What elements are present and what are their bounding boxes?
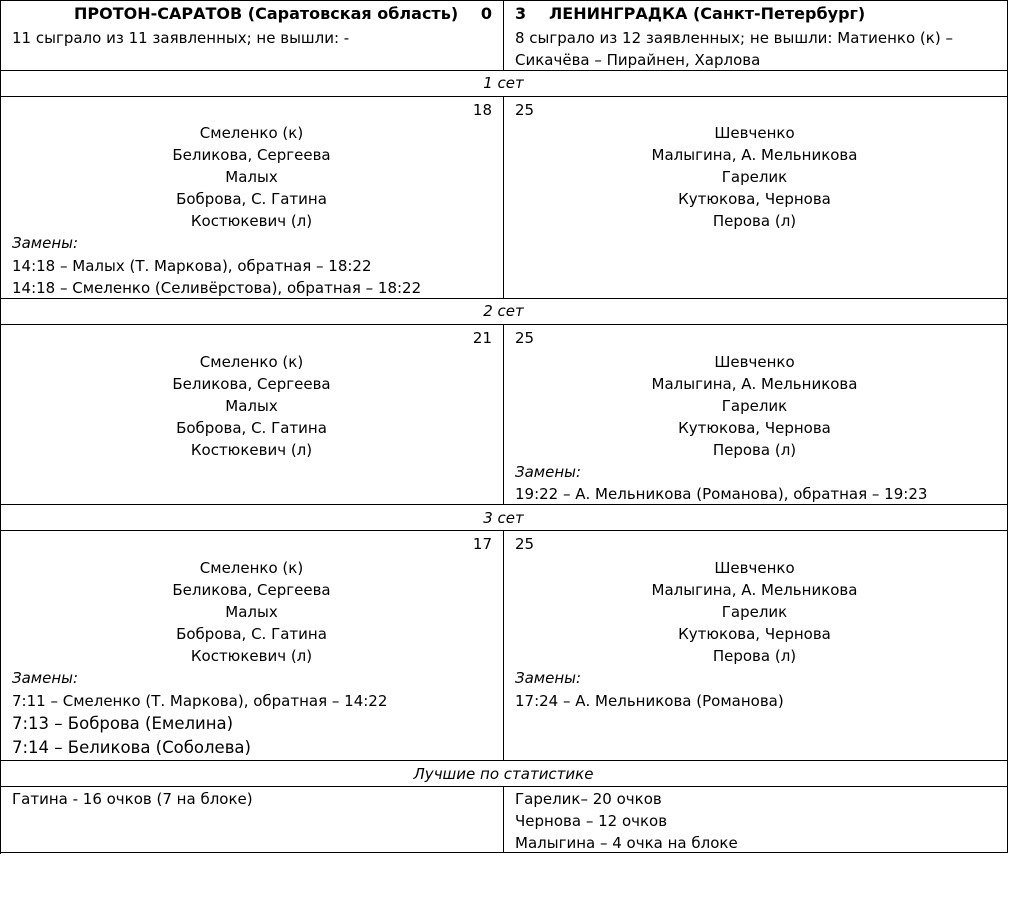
home-team-score: 0: [480, 4, 492, 23]
divider: [1, 324, 1008, 325]
home-team-roster-note: 11 сыграло из 11 заявленных; не вышли: -: [12, 29, 350, 47]
set-home-score: 18: [472, 101, 492, 119]
away-lineup-line: Гарелик: [721, 603, 788, 621]
home-lineup-line: Беликова, Сергеева: [172, 375, 331, 393]
set-away-score: 25: [515, 101, 535, 119]
substitutions-label: Замены:: [515, 463, 582, 481]
divider: [1, 96, 1008, 97]
away-lineup-line: Перова (л): [712, 647, 797, 665]
substitution-entry: 7:14 – Беликова (Соболева): [12, 738, 251, 757]
home-lineup-line: Малых: [225, 397, 278, 415]
home-lineup-line: Боброва, С. Гатина: [176, 190, 327, 208]
away-team-score: 3: [515, 4, 527, 23]
substitutions-label: Замены:: [12, 234, 79, 252]
divider: [1, 70, 1008, 71]
substitution-entry: 14:18 – Малых (Т. Маркова), обратная – 18:22: [12, 257, 372, 275]
home-lineup-line: Костюкевич (л): [190, 441, 313, 459]
best-player-entry: Малыгина – 4 очка на блоке: [515, 834, 738, 852]
away-lineup-line: Шевченко: [714, 353, 795, 371]
set-away-score: 25: [515, 535, 535, 553]
home-lineup-line: Боброва, С. Гатина: [176, 419, 327, 437]
away-lineup-line: Малыгина, А. Мельникова: [651, 581, 858, 599]
divider: [1, 760, 1008, 761]
substitution-entry: 17:24 – А. Мельникова (Романова): [515, 692, 784, 710]
away-lineup-line: Кутюкова, Чернова: [678, 625, 831, 643]
divider: [503, 1, 504, 71]
home-lineup-line: Смеленко (к): [199, 559, 304, 577]
best-player-entry: Чернова – 12 очков: [515, 812, 668, 830]
away-team-roster-note: Сикачёва – Пирайнен, Харлова: [515, 51, 761, 69]
substitutions-label: Замены:: [515, 669, 582, 687]
away-lineup-line: Гарелик: [721, 168, 788, 186]
divider: [1007, 1, 1008, 853]
set-away-score: 25: [515, 329, 535, 347]
set-home-score: 17: [472, 535, 492, 553]
away-lineup-line: Шевченко: [714, 124, 795, 142]
home-lineup-line: Беликова, Сергеева: [172, 581, 331, 599]
substitution-entry: 14:18 – Смеленко (Селивёрстова), обратная – 18:22: [12, 279, 422, 297]
best-player-entry: Гатина - 16 очков (7 на блоке): [12, 790, 253, 808]
away-team-name: ЛЕНИНГРАДКА (Санкт-Петербург): [549, 4, 866, 23]
substitution-entry: 7:13 – Боброва (Емелина): [12, 714, 234, 733]
home-lineup-line: Смеленко (к): [199, 124, 304, 142]
home-lineup-line: Костюкевич (л): [190, 212, 313, 230]
away-lineup-line: Гарелик: [721, 397, 788, 415]
set-title: 2 сет: [483, 302, 524, 320]
home-lineup-line: Малых: [225, 168, 278, 186]
away-lineup-line: Кутюкова, Чернова: [678, 419, 831, 437]
away-lineup-line: Перова (л): [712, 441, 797, 459]
home-lineup-line: Боброва, С. Гатина: [176, 625, 327, 643]
best-player-entry: Гарелик– 20 очков: [515, 790, 662, 808]
set-title: 3 сет: [483, 509, 524, 527]
set-home-score: 21: [472, 329, 492, 347]
home-lineup-line: Смеленко (к): [199, 353, 304, 371]
substitution-entry: 7:11 – Смеленко (Т. Маркова), обратная – 14:22: [12, 692, 388, 710]
home-lineup-line: Костюкевич (л): [190, 647, 313, 665]
away-lineup-line: Малыгина, А. Мельникова: [651, 375, 858, 393]
divider: [1, 530, 1008, 531]
best-players-title: Лучшие по статистике: [413, 765, 594, 783]
away-team-roster-note: 8 сыграло из 12 заявленных; не вышли: Матиенко (к) –: [515, 29, 953, 47]
divider: [503, 786, 504, 853]
away-lineup-line: Перова (л): [712, 212, 797, 230]
home-team-name: ПРОТОН-САРАТОВ (Саратовская область): [74, 4, 459, 23]
divider: [1, 786, 1008, 787]
substitutions-label: Замены:: [12, 669, 79, 687]
home-lineup-line: Малых: [225, 603, 278, 621]
divider: [1, 852, 1008, 853]
substitution-entry: 19:22 – А. Мельникова (Романова), обратная – 19:23: [515, 485, 928, 503]
away-lineup-line: Малыгина, А. Мельникова: [651, 146, 858, 164]
away-lineup-line: Шевченко: [714, 559, 795, 577]
away-lineup-line: Кутюкова, Чернова: [678, 190, 831, 208]
set-title: 1 сет: [483, 74, 524, 92]
home-lineup-line: Беликова, Сергеева: [172, 146, 331, 164]
